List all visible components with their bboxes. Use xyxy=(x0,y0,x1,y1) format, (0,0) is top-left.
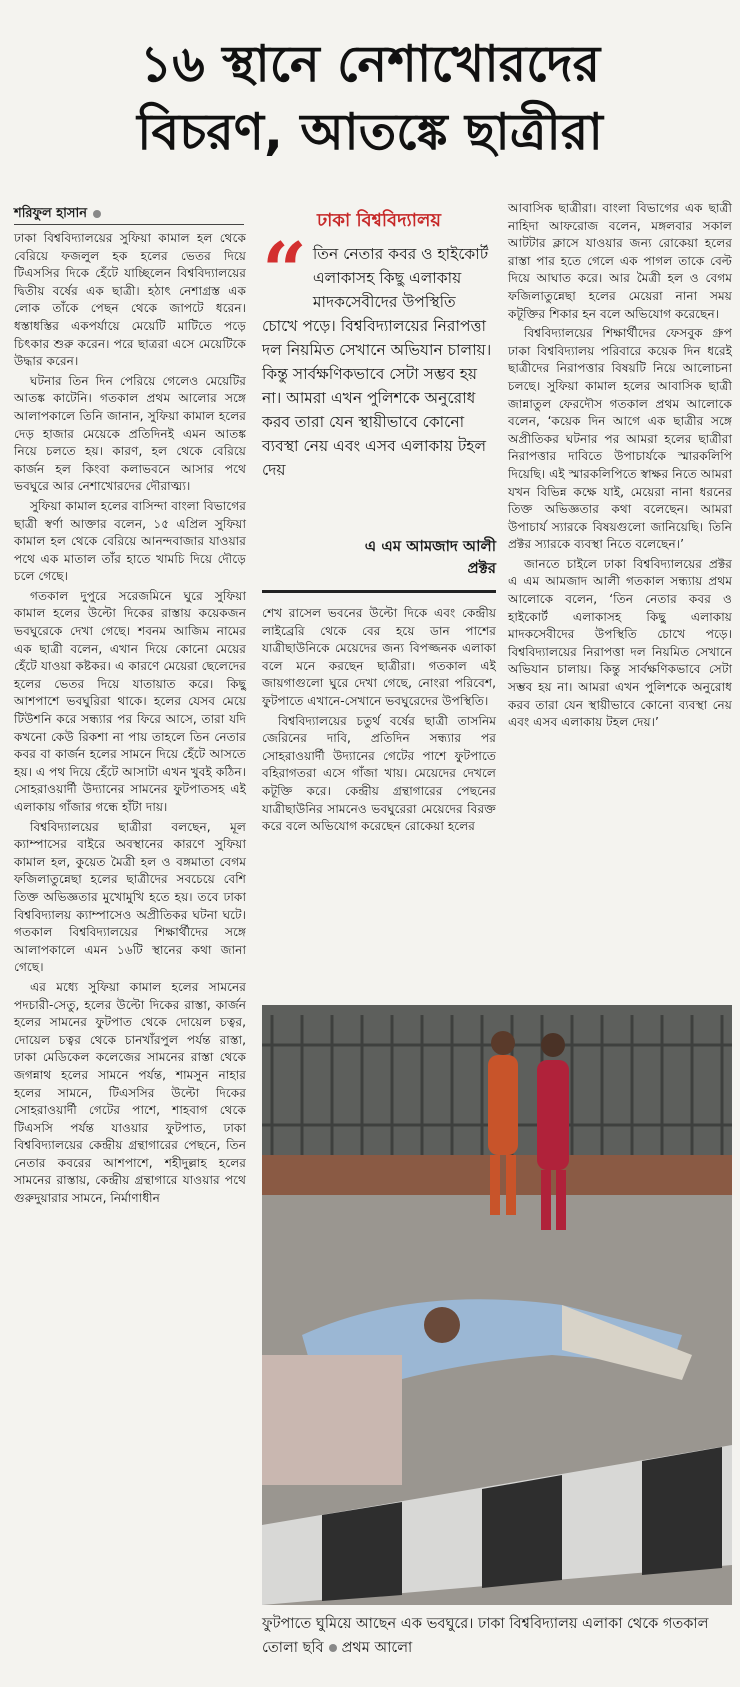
headline-line-2: বিচরণ, আতঙ্কে ছাত্রীরা xyxy=(137,103,603,161)
paragraph: ঢাকা বিশ্ববিদ্যালয়ের সুফিয়া কামাল হল থেকে বেরিয়ে ফজলুল হক হলের ভেতর দিয়ে টিএসসির দিকে হেঁটে যাচ্ছিলেন বিশ্ববিদ্যালয়ের দ্বিতীয় বর্ষের এক ছাত্রী। হঠাৎ নেশাগ্রস্ত এক লোক তাঁকে পেছন থেকে জাপটে ধরেন। ধস্তাধস্তির একপর্যায়ে মেয়েটি মাটিতে পড়ে চিৎকার শুরু করেন। পরে ছাত্ররা এসে মেয়েটিকে উদ্ধার করেন। xyxy=(14,231,246,369)
paragraph: সুফিয়া কামাল হলের বাসিন্দা বাংলা বিভাগের ছাত্রী স্বর্ণা আক্তার বলেন, ১৫ এপ্রিল সুফিয়া কামাল হল থেকে বেরিয়ে আনন্দবাজার যাওয়ার পথে এক মাতাল তাঁর হাতে খামচি দিয়ে দৌড়ে চলে গেছে। xyxy=(14,498,246,584)
paragraph: বিশ্ববিদ্যালয়ের শিক্ষার্থীদের ফেসবুক গ্রুপ ঢাকা বিশ্ববিদ্যালয় পরিবারে কয়েক দিন ধরেই ছাত্রীদের নিরাপত্তার বিষয়টি নিয়ে আলোচনা চলছে। সুফিয়া কামাল হলের আবাসিক ছাত্রী জান্নাতুল ফেরদৌস গতকাল প্রথম আলোকে বলেন, ‘কয়েক দিন আগে এক ছাত্রীর সঙ্গে অপ্রীতিকর ঘটনার পর আমরা হলের ছাত্রীরা নিরাপত্তার দাবিতে উপাচার্যকে স্মারকলিপি দিয়েছি। এই স্মারকলিপিতে স্বাক্ষর নিতে আমরা যখন বিভিন্ন কক্ষে যাই, মেয়েরা নানা ধরনের তিক্ত অভিজ্ঞতার কথা বলেছেন। আমরা উপাচার্য স্যারকে বিষয়গুলো জানিয়েছি। তিনি প্রক্টর স্যারকে ব্যবস্থা নিতে বলেছেন।’ xyxy=(508,326,732,552)
divider xyxy=(262,590,496,593)
paragraph: আবাসিক ছাত্রীরা। বাংলা বিভাগের এক ছাত্রী নাহিদা আফরোজ বলেন, মঙ্গলবার সকাল আটটার ক্লাসে যাওয়ার জন্য রোকেয়া হলের রাস্তা পার হতে গেলে এক পাগল তাকে বেল্ট দিয়ে আঘাত করে। আর মৈত্রী হল ও বেগম ফজিলাতুন্নেছা হলের মেয়েরা নানা সময় কটূক্তির শিকার হন বলে অভিযোগ করেছেন। xyxy=(508,201,732,321)
article-column-3 xyxy=(508,200,732,1000)
paragraph: এর মধ্যে সুফিয়া কামাল হলের সামনের পদচারী-সেতু, হলের উল্টো দিকের রাস্তা, কার্জন হলের সামনের ফুটপাত থেকে দোয়েল চত্বর, দোয়েল চত্বর থেকে চানখাঁরপুল পর্যন্ত রাস্তা, ঢাকা মেডিকেল কলেজের সামনের রাস্তা থেকে জগন্নাথ হলের সামনে পর্যন্ত, শামসুন নাহার হলের সামনে, টিএসসির উল্টো দিকের সোহরাওয়ার্দী গেটের পাশে, শাহবাগ থেকে টিএসসি পর্যন্ত যাওয়ার ফুটপাত, ঢাকা বিশ্ববিদ্যালয়ের কেন্দ্রীয় গ্রন্থাগারের পেছনে, তিন নেতার কবরের আশপাশে, শহীদুল্লাহ হলের সামনের রাস্তায়, কেন্দ্রীয় গ্রন্থাগারে যাওয়ার পথে গুরুদুয়ারার সামনে, নির্মাণাধীন xyxy=(14,979,246,1206)
caption-text: ফুটপাতে ঘুমিয়ে আছেন এক ভবঘুরে। ঢাকা বিশ্ববিদ্যালয় এলাকা থেকে গতকাল তোলা ছবি xyxy=(262,1616,709,1656)
paragraph: ঘটনার তিন দিন পেরিয়ে গেলেও মেয়েটির আতঙ্ক কাটেনি। গতকাল প্রথম আলোর সঙ্গে আলাপকালে তিনি জানান, সুফিয়া কামাল হলের দেড় হাজার মেয়েকে প্রতিদিনই এমন আতঙ্ক নিয়ে চলতে হয়। কারণ, হল থেকে বেরিয়ে কার্জন হল কিংবা কলাভবনে আসার পথে ভবঘুরে আর নেশাখোরদের দৌরাত্ম্য। xyxy=(14,373,246,494)
pull-quote-text: তিন নেতার কবর ও হাইকোর্ট এলাকাসহ কিছু এলাকায় মাদকসেবীদের উপস্থিতি চোখে পড়ে। বিশ্ববিদ্যালয়ের নিরাপত্তা দল নিয়মিত সেখানে অভিযান চালায়। কিন্তু সার্বক্ষণিকভাবে সেটা সম্ভব হয় না। আমরা এখন পুলিশকে অনুরোধ করব তারা যেন স্থায়ীভাবে কোনো ব্যবস্থা নেয় এবং এসব এলাকায় টহল দেয় xyxy=(262,245,492,479)
photo-illustration xyxy=(262,1005,732,1605)
section-tag: ঢাকা বিশ্ববিদ্যালয় xyxy=(316,210,441,231)
paragraph: বিশ্ববিদ্যালয়ের চতুর্থ বর্ষের ছাত্রী তাসনিম জেরিনের দাবি, প্রতিদিন সন্ধ্যার পর সোহরাওয়ার্দী উদ্যানের গেটের পাশে ফুটপাতে বহিরাগতরা এসে গাঁজা খায়। মেয়েদের দেখলে কটূক্তি করে। কেন্দ্রীয় গ্রন্থাগারের পেছনের যাত্রীছাউনির সামনেও ভবঘুরেরা মেয়েদের বিরক্ত করে বলে অভিযোগ করেছেন রোকেয়া হলের xyxy=(262,713,496,834)
bullet-icon xyxy=(93,210,101,218)
paragraph: গতকাল দুপুরে সরেজমিনে ঘুরে সুফিয়া কামাল হলের উল্টো দিকের রাস্তায় কয়েকজন ভবঘুরেকে দেখা গেছে। শবনম আজিম নামের এক ছাত্রী বলেন, এখান দিয়ে কোনো মেয়ের হেঁটে যাওয়া কষ্টকর। এ কারণে মেয়েরা ছেলেদের হলের ভেতর দিয়ে যাতায়াত করে। কিছু আশপাশে ভবঘুরিরা থাকে। হলের যেসব মেয়ে টিউশনি করে সন্ধ্যার পর ফিরে আসে, তারা যদি কখনো কেউ রিকশা না পায় তাহলে তিন নেতার কবর বা কার্জন হলের সামনে দিয়ে হেঁটে আসতে হয়। এ পথ দিয়ে হেঁটে আসাটা এখন খুবই কঠিন। সোহরাওয়ার্দী উদ্যানের সামনের ফুটপাতসহ এই এলাকায় গাঁজার গন্ধে হাঁটা দায়। xyxy=(14,588,246,814)
paragraph: শেখ রাসেল ভবনের উল্টো দিকে এবং কেন্দ্রীয় লাইব্রেরি থেকে বের হয়ে ডান পাশের যাত্রীছাউনিকে মেয়েদের জন্য বিপজ্জনক এলাকা বলে মনে করছেন ছাত্রীরা। গতকাল এই জায়গাগুলো ঘুরে দেখা গেছে, নোংরা পরিবেশ, ফুটপাতে এখানে-সেখানে ভবঘুরেদের উপস্থিতি। xyxy=(262,606,496,708)
headline xyxy=(0,30,740,166)
byline xyxy=(14,204,101,225)
paragraph: জানতে চাইলে ঢাকা বিশ্ববিদ্যালয়ের প্রক্টর এ এম আমজাদ আলী গতকাল সন্ধ্যায় প্রথম আলোকে বলেন, ‘তিন নেতার কবর ও হাইকোর্ট এলাকাসহ কিছু এলাকায় মাদকসেবীদের উপস্থিতি চোখে পড়ে। বিশ্ববিদ্যালয়ের নিরাপত্তা দল নিয়মিত সেখানে অভিযান চালায়। কিন্তু সার্বক্ষণিকভাবে সেটা সম্ভব হয় না। আমরা এখন পুলিশকে অনুরোধ করব তারা যেন স্থায়ীভাবে কোনো ব্যবস্থা নেয় এবং এসব এলাকায় টহল দেয়।’ xyxy=(508,556,732,730)
bullet-icon xyxy=(329,1644,337,1652)
photo-caption xyxy=(262,1612,732,1660)
author-name: শরিফুল হাসান xyxy=(14,206,87,221)
pull-quote-attribution xyxy=(262,535,496,579)
article-column-2 xyxy=(262,605,496,1000)
news-photo xyxy=(262,1005,732,1605)
paragraph: বিশ্ববিদ্যালয়ের ছাত্রীরা বলছেন, মূল ক্যাম্পাসের বাইরে অবস্থানের কারণে সুফিয়া কামাল হল, কুয়েত মৈত্রী হল ও বঙ্গমাতা বেগম ফজিলাতুন্নেছা হলের ছাত্রীদের সবচেয়ে বেশি তিক্ত অভিজ্ঞতার মুখোমুখি হতে হয়। তবে ঢাকা বিশ্ববিদ্যালয় ক্যাম্পাসেও অপ্রীতিকর ঘটনা ঘটে। গতকাল বিশ্ববিদ্যালয়ের শিক্ষার্থীদের সঙ্গে আলাপকালে এমন ১৬টি স্থানের কথা জানা গেছে। xyxy=(14,819,246,975)
article-column-1 xyxy=(14,230,246,1680)
quote-author: এ এম আমজাদ আলী xyxy=(364,537,496,555)
photo-credit: প্রথম আলো xyxy=(341,1640,413,1656)
pull-quote xyxy=(262,226,496,482)
headline-line-1: ১৬ স্থানে নেশাখোরদের xyxy=(139,35,601,93)
quote-role: প্রক্টর xyxy=(467,559,496,577)
quote-mark-icon: “ xyxy=(262,226,307,317)
divider xyxy=(14,224,244,225)
